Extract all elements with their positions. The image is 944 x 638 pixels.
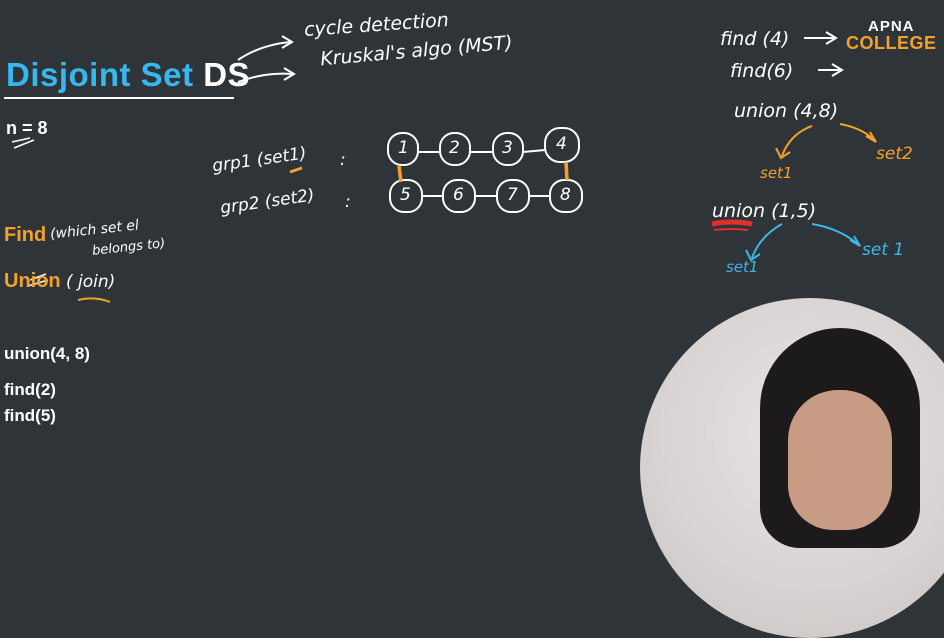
note-which-set: (which set el — [49, 217, 140, 243]
note-set2-orange: set2 — [876, 144, 913, 164]
red-underline-union — [712, 222, 752, 224]
page-title — [6, 58, 250, 91]
note-join: ( join) — [66, 272, 116, 292]
note-grp2-set2: grp2 (set2) — [219, 185, 316, 219]
presenter-face — [788, 390, 892, 530]
title-underline — [4, 97, 234, 99]
union-label: Union — [4, 270, 61, 292]
note-union-4-8: union (4,8) — [734, 100, 839, 122]
note-find-6: find(6) — [730, 60, 794, 82]
node-6-label: 6 — [453, 185, 464, 205]
colon-1: : — [340, 150, 346, 170]
operation-union-4-8: union(4, 8) — [4, 344, 90, 363]
arrow-to-set1-blue-left — [752, 224, 782, 258]
n-equals-label: n = 8 — [6, 118, 48, 138]
note-union-1-5: union (1,5) — [712, 200, 817, 222]
note-find-4: find (4) — [720, 28, 790, 50]
title-ds: DS — [203, 56, 251, 93]
note-grp1-set1: grp1 (set1) — [211, 143, 308, 177]
node-row-2 — [390, 180, 582, 212]
operation-find-2: find(2) — [4, 380, 56, 399]
node-7-label: 7 — [507, 185, 518, 205]
arrow-to-set1-orange — [782, 126, 812, 156]
logo-line2: COLLEGE — [846, 33, 937, 53]
operation-find-5: find(5) — [4, 406, 56, 425]
node-2-label: 2 — [449, 138, 460, 158]
title-disjoint-set: Disjoint Set — [6, 56, 194, 93]
note-set1-blue-right: set 1 — [862, 240, 905, 260]
link-4-8 — [566, 162, 567, 180]
node-5-label: 5 — [400, 185, 411, 205]
logo-line1: APNA — [868, 18, 915, 35]
note-belongs-to: belongs to) — [91, 236, 166, 259]
node-3-label: 3 — [502, 138, 513, 158]
node-1-label: 1 — [398, 138, 409, 158]
colon-2: : — [345, 192, 351, 212]
node-row-1 — [388, 128, 579, 165]
find-label: Find — [4, 224, 47, 246]
note-kruskals-algo: Kruskal's algo (MST) — [319, 31, 514, 71]
note-set1-orange: set1 — [760, 164, 793, 182]
apna-college-logo — [846, 19, 937, 52]
node-4-label: 4 — [556, 134, 567, 154]
link-1-5 — [399, 166, 401, 182]
node-8-label: 8 — [560, 185, 571, 205]
note-set1-blue-left: set1 — [726, 258, 759, 276]
note-cycle-detection: cycle detection — [303, 8, 450, 42]
